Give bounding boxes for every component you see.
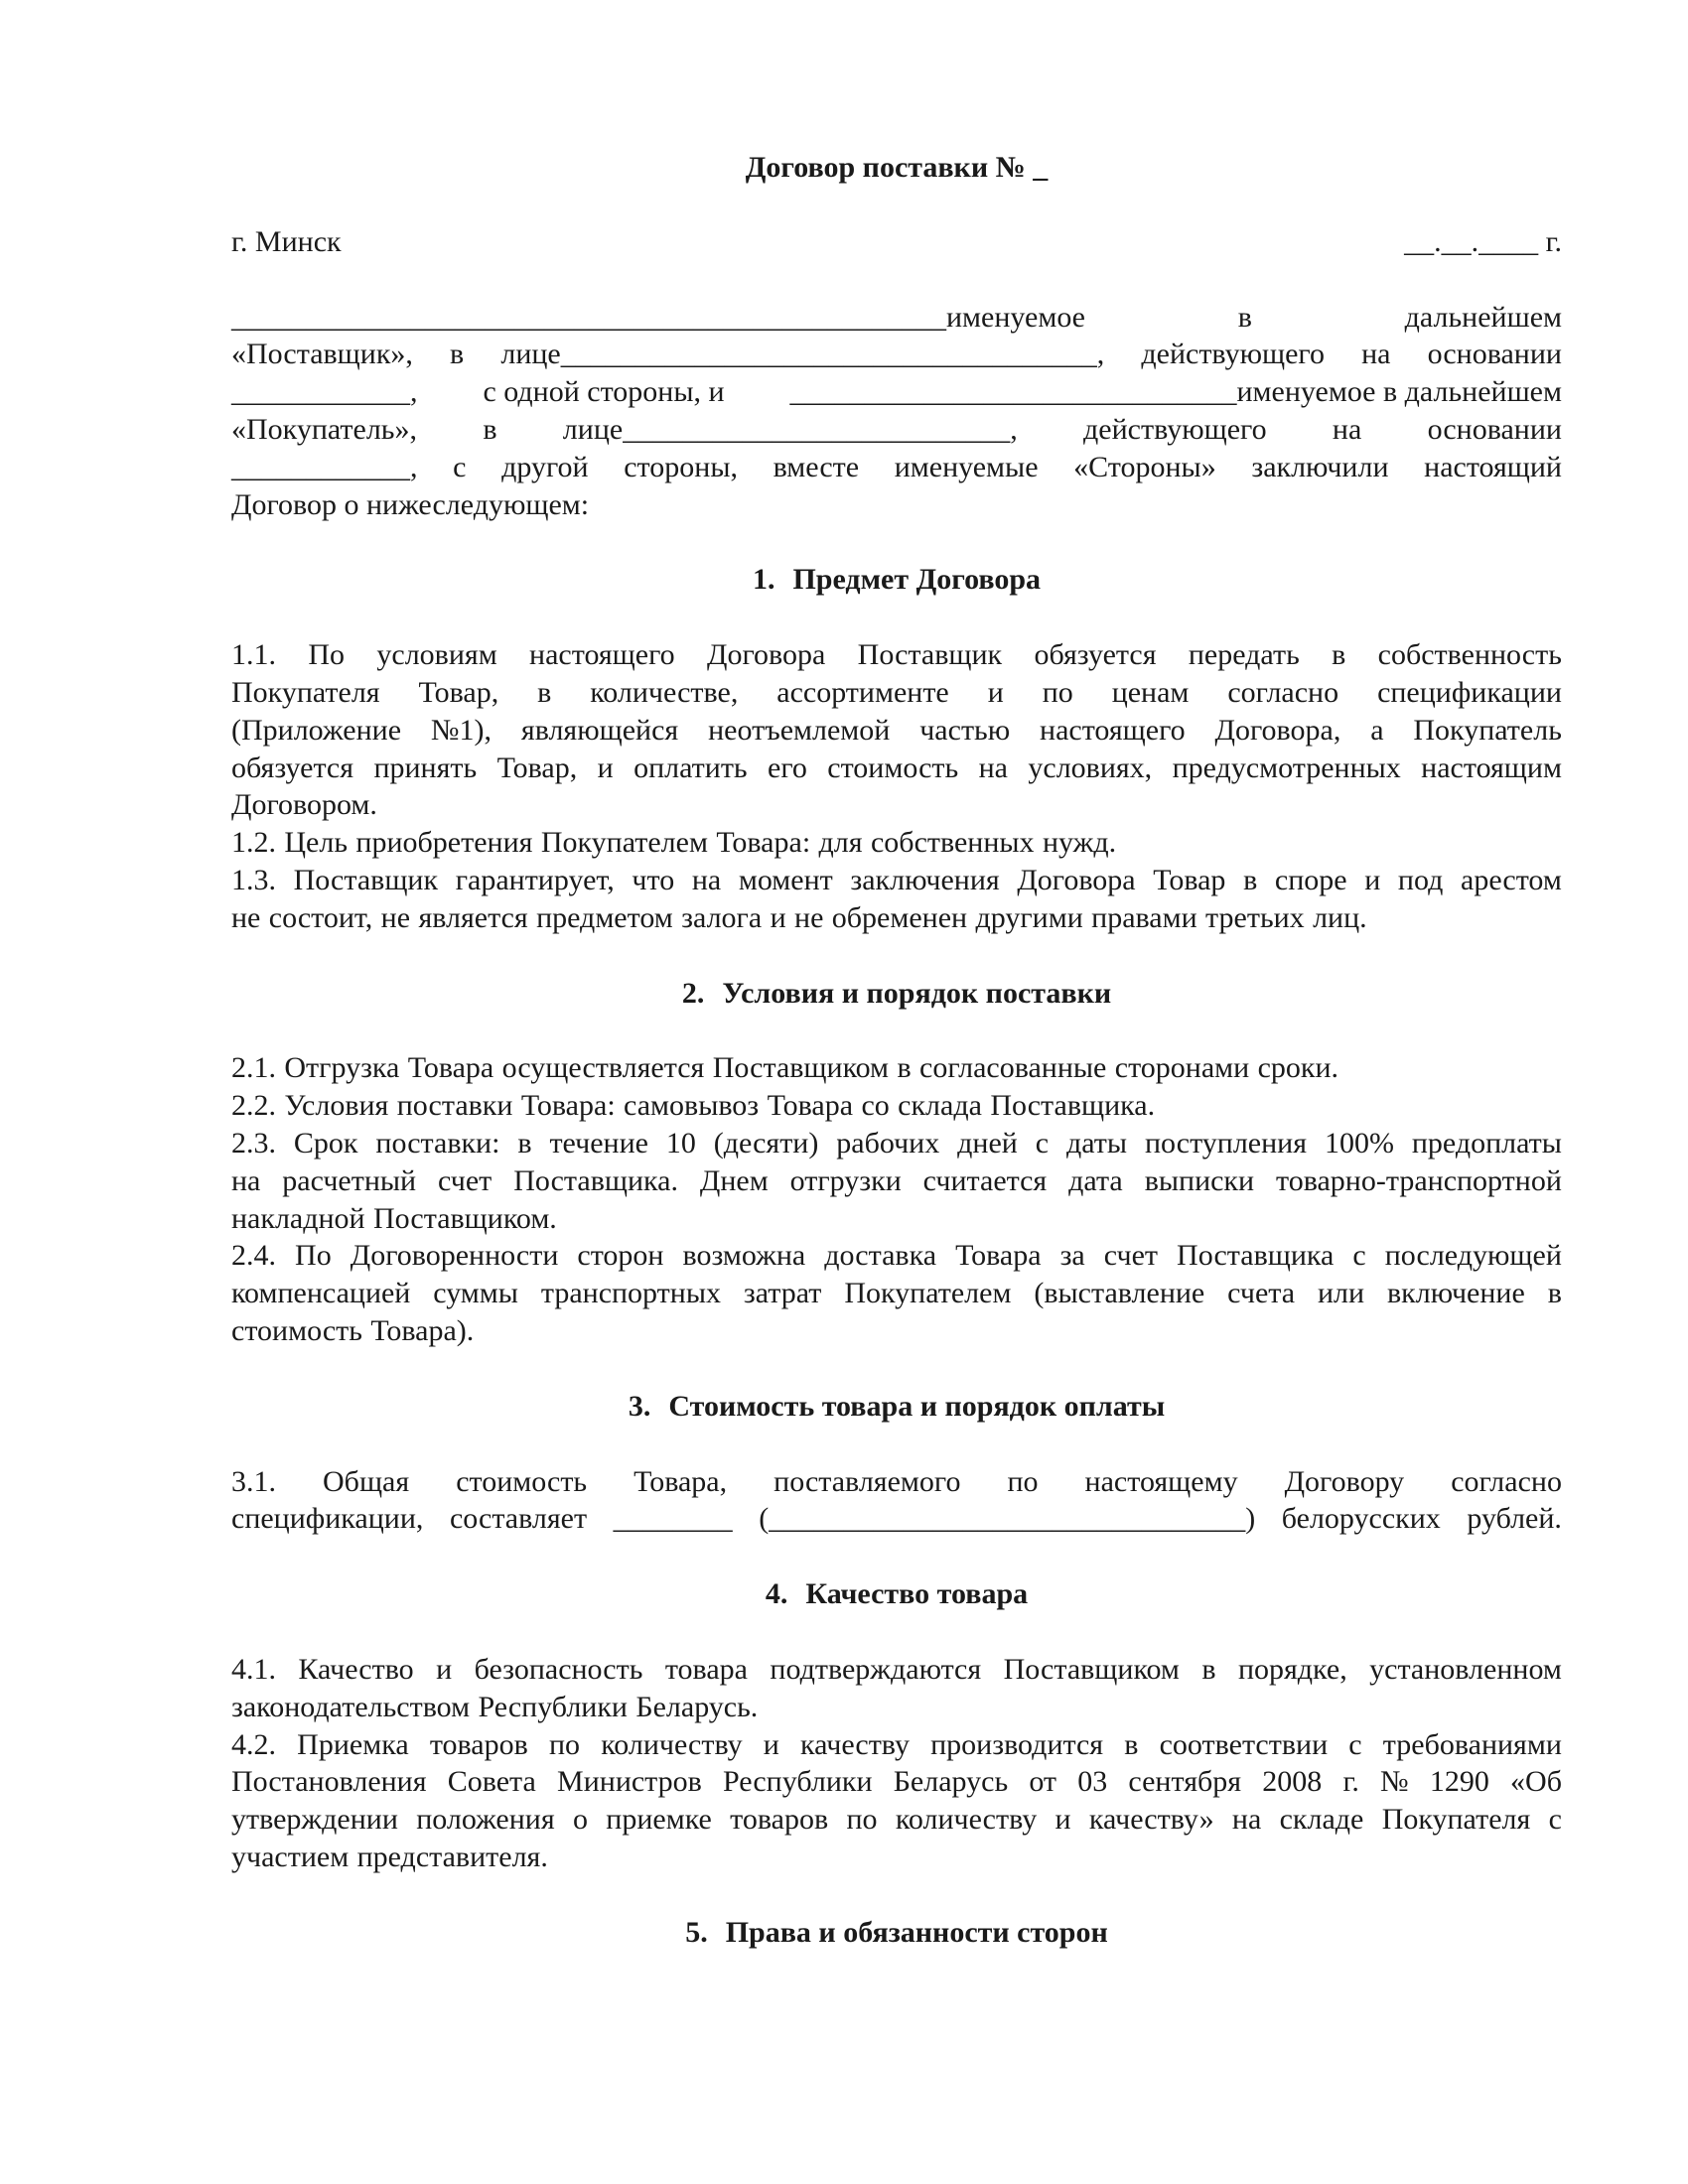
word: 2.1. <box>231 1051 276 1085</box>
word: осуществляется <box>501 1051 705 1085</box>
word: стоимость <box>827 751 959 784</box>
word: правами <box>1091 900 1197 934</box>
word: или <box>1317 1277 1365 1310</box>
word: Республики <box>723 1765 873 1799</box>
word: дата <box>1068 1163 1123 1197</box>
word: для <box>818 826 863 860</box>
word: согласованные <box>919 1051 1107 1085</box>
word: 2.2. <box>231 1089 276 1123</box>
word: товаров <box>429 1727 528 1761</box>
section-body <box>231 636 1562 936</box>
word: Товара <box>407 1051 494 1085</box>
clause-line <box>231 786 1562 824</box>
word: счет <box>1103 1239 1159 1273</box>
word: Товара, <box>633 1464 728 1498</box>
word: Днем <box>699 1163 769 1197</box>
word: отгрузки <box>789 1163 902 1197</box>
word: ценам <box>1111 675 1190 709</box>
clause-line <box>231 1651 1562 1689</box>
word: Качество <box>298 1652 414 1686</box>
clause-line <box>231 1125 1562 1162</box>
preamble-line <box>231 486 1562 524</box>
word: действующего <box>1083 412 1267 446</box>
word: транспортных <box>540 1277 721 1310</box>
word: белорусских <box>1281 1502 1441 1536</box>
document-title: Договор поставки № _ <box>745 151 1049 184</box>
clause-line <box>231 1200 1562 1238</box>
word: обязуется <box>1034 638 1157 672</box>
word: о <box>572 1803 588 1837</box>
word: Покупателя <box>1381 1803 1531 1837</box>
word: а <box>1370 713 1384 747</box>
word: Беларусь. <box>635 1690 759 1723</box>
word: 4.2. <box>231 1727 276 1761</box>
word: №1), <box>430 713 492 747</box>
word: с <box>453 450 467 483</box>
word: требованиями <box>1382 1727 1562 1761</box>
word: и <box>436 1652 453 1686</box>
word: Товара <box>767 1089 854 1123</box>
word: возможна <box>682 1239 806 1273</box>
clause-line <box>231 636 1562 674</box>
word: обязуется <box>231 751 354 784</box>
word: товаров <box>730 1803 829 1837</box>
word: залога <box>681 900 763 934</box>
word: сторон <box>577 1239 664 1273</box>
word: предоплаты <box>1411 1126 1562 1160</box>
word: его <box>768 751 807 784</box>
word: ассортименте <box>776 675 949 709</box>
word: Постановления <box>231 1765 427 1799</box>
word: расчетный <box>282 1163 417 1197</box>
word: установленном <box>1369 1652 1562 1686</box>
word: Покупателя <box>231 675 380 709</box>
word: 1.1. <box>231 638 276 672</box>
word: и <box>597 751 614 784</box>
word: Общая <box>323 1464 410 1498</box>
word: сентября <box>1128 1765 1242 1799</box>
word: за <box>1059 1239 1085 1273</box>
word: собственность <box>1377 638 1562 672</box>
clause-line <box>231 750 1562 787</box>
word: «Покупатель», <box>231 412 417 446</box>
clause-line <box>231 1500 1562 1538</box>
word: поставляемого <box>774 1464 961 1498</box>
word: стороны, <box>624 450 738 483</box>
word: в <box>1124 1727 1139 1761</box>
word: Товара). <box>370 1313 475 1347</box>
section-title: Предмет Договора <box>792 563 1042 597</box>
word: соответствии <box>1159 1727 1329 1761</box>
word: арестом <box>1461 863 1562 896</box>
clause-line <box>231 1801 1562 1839</box>
word: являющейся <box>520 713 679 747</box>
word: дней <box>957 1126 1018 1160</box>
word: Покупатель <box>1413 713 1562 747</box>
word: счет <box>438 1163 492 1197</box>
preamble-line <box>231 449 1562 486</box>
word: заключения <box>850 863 1000 896</box>
word: суммы <box>433 1277 518 1310</box>
word: безопасность <box>474 1652 643 1686</box>
word: с <box>1548 1803 1562 1837</box>
word: и <box>1055 1803 1071 1837</box>
word: Поставщик <box>857 638 1003 672</box>
word: Договора <box>1017 863 1136 896</box>
word: лице__________________________, <box>562 412 1018 446</box>
word: Поставщик <box>293 863 439 896</box>
word: Совета <box>447 1765 536 1799</box>
word: 2.4. <box>231 1239 276 1273</box>
word: Срок <box>293 1126 358 1160</box>
word: в <box>483 412 497 446</box>
word: что <box>632 863 675 896</box>
word: дальнейшем <box>1404 300 1562 334</box>
word: состоит, <box>268 900 373 934</box>
word: Поставщика. <box>513 1163 678 1197</box>
word: затрат <box>743 1277 822 1310</box>
word: последующей <box>1384 1239 1562 1273</box>
word: частью <box>919 713 1011 747</box>
word: на <box>1361 338 1391 371</box>
word: условиям <box>376 638 497 672</box>
word: ________ <box>613 1502 733 1536</box>
word: рабочих <box>836 1126 940 1160</box>
word: количестве, <box>590 675 739 709</box>
word: в <box>897 1051 912 1085</box>
clause-line <box>231 899 1562 937</box>
section-number: 2. <box>681 976 705 1010</box>
word: третьих <box>1205 900 1305 934</box>
word: и <box>763 1727 779 1761</box>
sections <box>231 561 1562 1951</box>
word: 100% <box>1324 1126 1394 1160</box>
word: поставки: <box>375 1126 500 1160</box>
word: ____________, <box>231 375 418 409</box>
section-heading <box>231 561 1562 599</box>
word: участием <box>231 1840 350 1873</box>
preamble-line <box>231 336 1562 373</box>
word: Договору <box>1284 1464 1405 1498</box>
word: Товара: <box>716 826 811 860</box>
word: от <box>1029 1765 1057 1799</box>
word: приемке <box>606 1803 712 1837</box>
word: считается <box>922 1163 1048 1197</box>
word: счета <box>1227 1277 1296 1310</box>
word: предметом <box>536 900 673 934</box>
word: предусмотренных <box>1172 751 1401 784</box>
clause-line <box>231 824 1562 862</box>
word: «Поставщик», <box>231 338 413 371</box>
word: на <box>978 751 1008 784</box>
word: в <box>450 338 465 371</box>
word: самовывоз <box>624 1089 760 1123</box>
word: согласно <box>1451 1464 1562 1498</box>
word: Договора, <box>1214 713 1341 747</box>
word: стоимость <box>456 1464 588 1498</box>
word: Договора <box>707 638 826 672</box>
word: со <box>861 1089 890 1123</box>
word: Республики <box>478 1690 628 1723</box>
word: на <box>231 1163 261 1197</box>
clause-line <box>231 674 1562 712</box>
word: вместе <box>773 450 860 483</box>
word: настоящего <box>529 638 675 672</box>
preamble-line <box>231 411 1562 449</box>
clause-line <box>231 1049 1562 1087</box>
word: Товара <box>955 1239 1042 1273</box>
word: Отгрузка <box>284 1051 400 1085</box>
word: по <box>846 1803 878 1837</box>
word: условиях, <box>1028 751 1153 784</box>
word: (выставление <box>1034 1277 1205 1310</box>
clause-line <box>231 1463 1562 1501</box>
word: по <box>1007 1464 1039 1498</box>
word: количеству <box>601 1727 743 1761</box>
word: собственных <box>870 826 1035 860</box>
word: лице____________________________________, <box>500 338 1105 371</box>
word: передать <box>1188 638 1300 672</box>
word: ____________, <box>231 450 418 483</box>
word: Поставщиком <box>712 1051 890 1085</box>
word: момент <box>738 863 833 896</box>
word: с одной стороны, и <box>483 375 725 409</box>
word: по <box>1042 675 1073 709</box>
word: «Об <box>1510 1765 1562 1799</box>
clause-line <box>231 1162 1562 1200</box>
section-heading <box>231 975 1562 1013</box>
word: «Стороны» <box>1073 450 1216 483</box>
word: г. <box>1342 1765 1359 1799</box>
word: количеству <box>895 1803 1038 1837</box>
place-date-row <box>231 223 1562 261</box>
word: включение <box>1386 1277 1525 1310</box>
word: качеству» <box>1088 1803 1214 1837</box>
word: приобретения <box>355 826 533 860</box>
word: не <box>231 900 261 934</box>
word: № <box>1380 1765 1409 1799</box>
word: настоящим <box>1421 751 1562 784</box>
section-title: Стоимость товара и порядок оплаты <box>668 1389 1166 1423</box>
word: положения <box>416 1803 555 1837</box>
word: Поставщиком. <box>373 1201 557 1235</box>
word: спецификации, <box>231 1502 424 1536</box>
word: Договор о нижеследующем: <box>231 487 590 521</box>
word: и <box>987 675 1004 709</box>
clause-line <box>231 712 1562 750</box>
word: утверждении <box>231 1803 398 1837</box>
word: порядке, <box>1237 1652 1347 1686</box>
word: сторонами <box>1114 1051 1250 1085</box>
word: в <box>1237 300 1252 334</box>
word: с <box>1348 1727 1362 1761</box>
word: 03 <box>1077 1765 1108 1799</box>
word: 1290 <box>1429 1765 1489 1799</box>
section-heading <box>231 1914 1562 1952</box>
word: Товара: <box>520 1089 616 1123</box>
word: сроки. <box>1257 1051 1339 1085</box>
word: не <box>380 900 411 934</box>
word: лиц. <box>1313 900 1367 934</box>
date: __.__.____ г. <box>1404 224 1562 258</box>
word: настоящему <box>1084 1464 1238 1498</box>
section-body <box>231 1463 1562 1539</box>
word: 1.2. <box>231 826 276 860</box>
clause-line <box>231 1312 1562 1350</box>
word: Товар, <box>496 751 578 784</box>
clause-line <box>231 1839 1562 1876</box>
word: именуемые <box>894 450 1039 483</box>
word: поставки <box>396 1089 513 1123</box>
preamble <box>231 299 1562 524</box>
clause-line <box>231 1275 1562 1312</box>
section-heading <box>231 1575 1562 1613</box>
word: (Приложение <box>231 713 402 747</box>
clause-line <box>231 1237 1562 1275</box>
word: настоящий <box>1424 450 1562 483</box>
word: 2.3. <box>231 1126 276 1160</box>
word: согласно <box>1227 675 1339 709</box>
word: 2008 <box>1262 1765 1323 1799</box>
word: 4.1. <box>231 1652 276 1686</box>
word: другой <box>501 450 589 483</box>
clause-line <box>231 1689 1562 1726</box>
word: с <box>1035 1126 1050 1160</box>
word: не <box>794 900 824 934</box>
word: 1.3. <box>231 863 276 896</box>
word: и <box>770 900 786 934</box>
clause-line <box>231 862 1562 899</box>
word: в <box>1243 863 1258 896</box>
word: рублей. <box>1467 1502 1562 1536</box>
word: Условия <box>284 1089 389 1123</box>
word: Поставщика <box>1177 1239 1335 1273</box>
section-number: 5. <box>685 1915 708 1949</box>
word: в <box>1201 1652 1216 1686</box>
word: По <box>295 1239 332 1273</box>
section-number: 3. <box>628 1389 651 1423</box>
word: (десяти) <box>713 1126 819 1160</box>
word: Товар <box>1153 863 1226 896</box>
word: товарно-транспортной <box>1276 1163 1562 1197</box>
word: компенсацией <box>231 1277 411 1310</box>
word: в <box>1547 1277 1562 1310</box>
word: составляет <box>449 1502 588 1536</box>
word: Договором. <box>231 788 377 822</box>
word: законодательством <box>231 1690 471 1723</box>
word: качеству <box>800 1727 910 1761</box>
clause-line <box>231 1087 1562 1125</box>
word: неотъемлемой <box>708 713 891 747</box>
word: складе <box>1279 1803 1364 1837</box>
preamble-line <box>231 373 1562 411</box>
word: течение <box>549 1126 648 1160</box>
place: г. Минск <box>231 224 342 258</box>
word: в <box>1332 638 1346 672</box>
word: накладной <box>231 1201 365 1235</box>
word: Покупателем <box>540 826 708 860</box>
word: принять <box>373 751 478 784</box>
word: Покупателем <box>844 1277 1012 1310</box>
word: представителя. <box>356 1840 548 1873</box>
word: доставка <box>824 1239 937 1273</box>
word: ________________________________________________именуемое <box>231 300 1085 334</box>
word: на <box>1231 1803 1262 1837</box>
clause-line <box>231 1726 1562 1764</box>
word: обременен <box>831 900 968 934</box>
word: под <box>1397 863 1444 896</box>
word: на <box>1332 412 1362 446</box>
word: и <box>1364 863 1381 896</box>
section-body <box>231 1651 1562 1876</box>
word: стоимость <box>231 1313 362 1347</box>
word: спецификации <box>1377 675 1562 709</box>
word: Министров <box>557 1765 702 1799</box>
word: по <box>548 1727 581 1761</box>
word: нужд. <box>1042 826 1117 860</box>
word: Поставщика. <box>990 1089 1156 1123</box>
word: настоящего <box>1040 713 1186 747</box>
word: Приемка <box>297 1727 409 1761</box>
section-title: Права и обязанности сторон <box>725 1915 1108 1949</box>
section-number: 4. <box>765 1577 788 1611</box>
word: Беларусь <box>893 1765 1009 1799</box>
word: Товар, <box>418 675 499 709</box>
word: ______________________________именуемое в дальнейшем <box>789 375 1562 409</box>
word: оплатить <box>633 751 748 784</box>
word: По <box>308 638 346 672</box>
word: заключили <box>1251 450 1389 483</box>
word: основании <box>1427 412 1562 446</box>
section-body <box>231 1049 1562 1349</box>
word: в <box>537 675 552 709</box>
word: даты <box>1065 1126 1128 1160</box>
section-title: Качество товара <box>805 1577 1029 1611</box>
word: 3.1. <box>231 1464 276 1498</box>
document-page <box>231 149 1562 1951</box>
section-title: Условия и порядок поставки <box>722 976 1112 1010</box>
word: споре <box>1274 863 1347 896</box>
word: производится <box>930 1727 1104 1761</box>
word: (________________________________) <box>759 1502 1256 1536</box>
word: действующего <box>1141 338 1325 371</box>
word: склада <box>898 1089 982 1123</box>
word: с <box>1352 1239 1366 1273</box>
word: 10 <box>665 1126 696 1160</box>
clause-line <box>231 1763 1562 1801</box>
word: подтверждаются <box>770 1652 982 1686</box>
word: Цель <box>284 826 349 860</box>
word: другими <box>975 900 1083 934</box>
word: поступления <box>1144 1126 1308 1160</box>
word: Поставщиком <box>1003 1652 1180 1686</box>
section-number: 1. <box>752 563 775 597</box>
word: Договоренности <box>350 1239 559 1273</box>
word: является <box>418 900 528 934</box>
section-heading <box>231 1388 1562 1426</box>
word: основании <box>1427 338 1562 371</box>
word: выписки <box>1144 1163 1255 1197</box>
word: гарантирует, <box>455 863 615 896</box>
word: товара <box>664 1652 748 1686</box>
word: в <box>517 1126 532 1160</box>
preamble-line <box>231 299 1562 337</box>
word: на <box>691 863 722 896</box>
